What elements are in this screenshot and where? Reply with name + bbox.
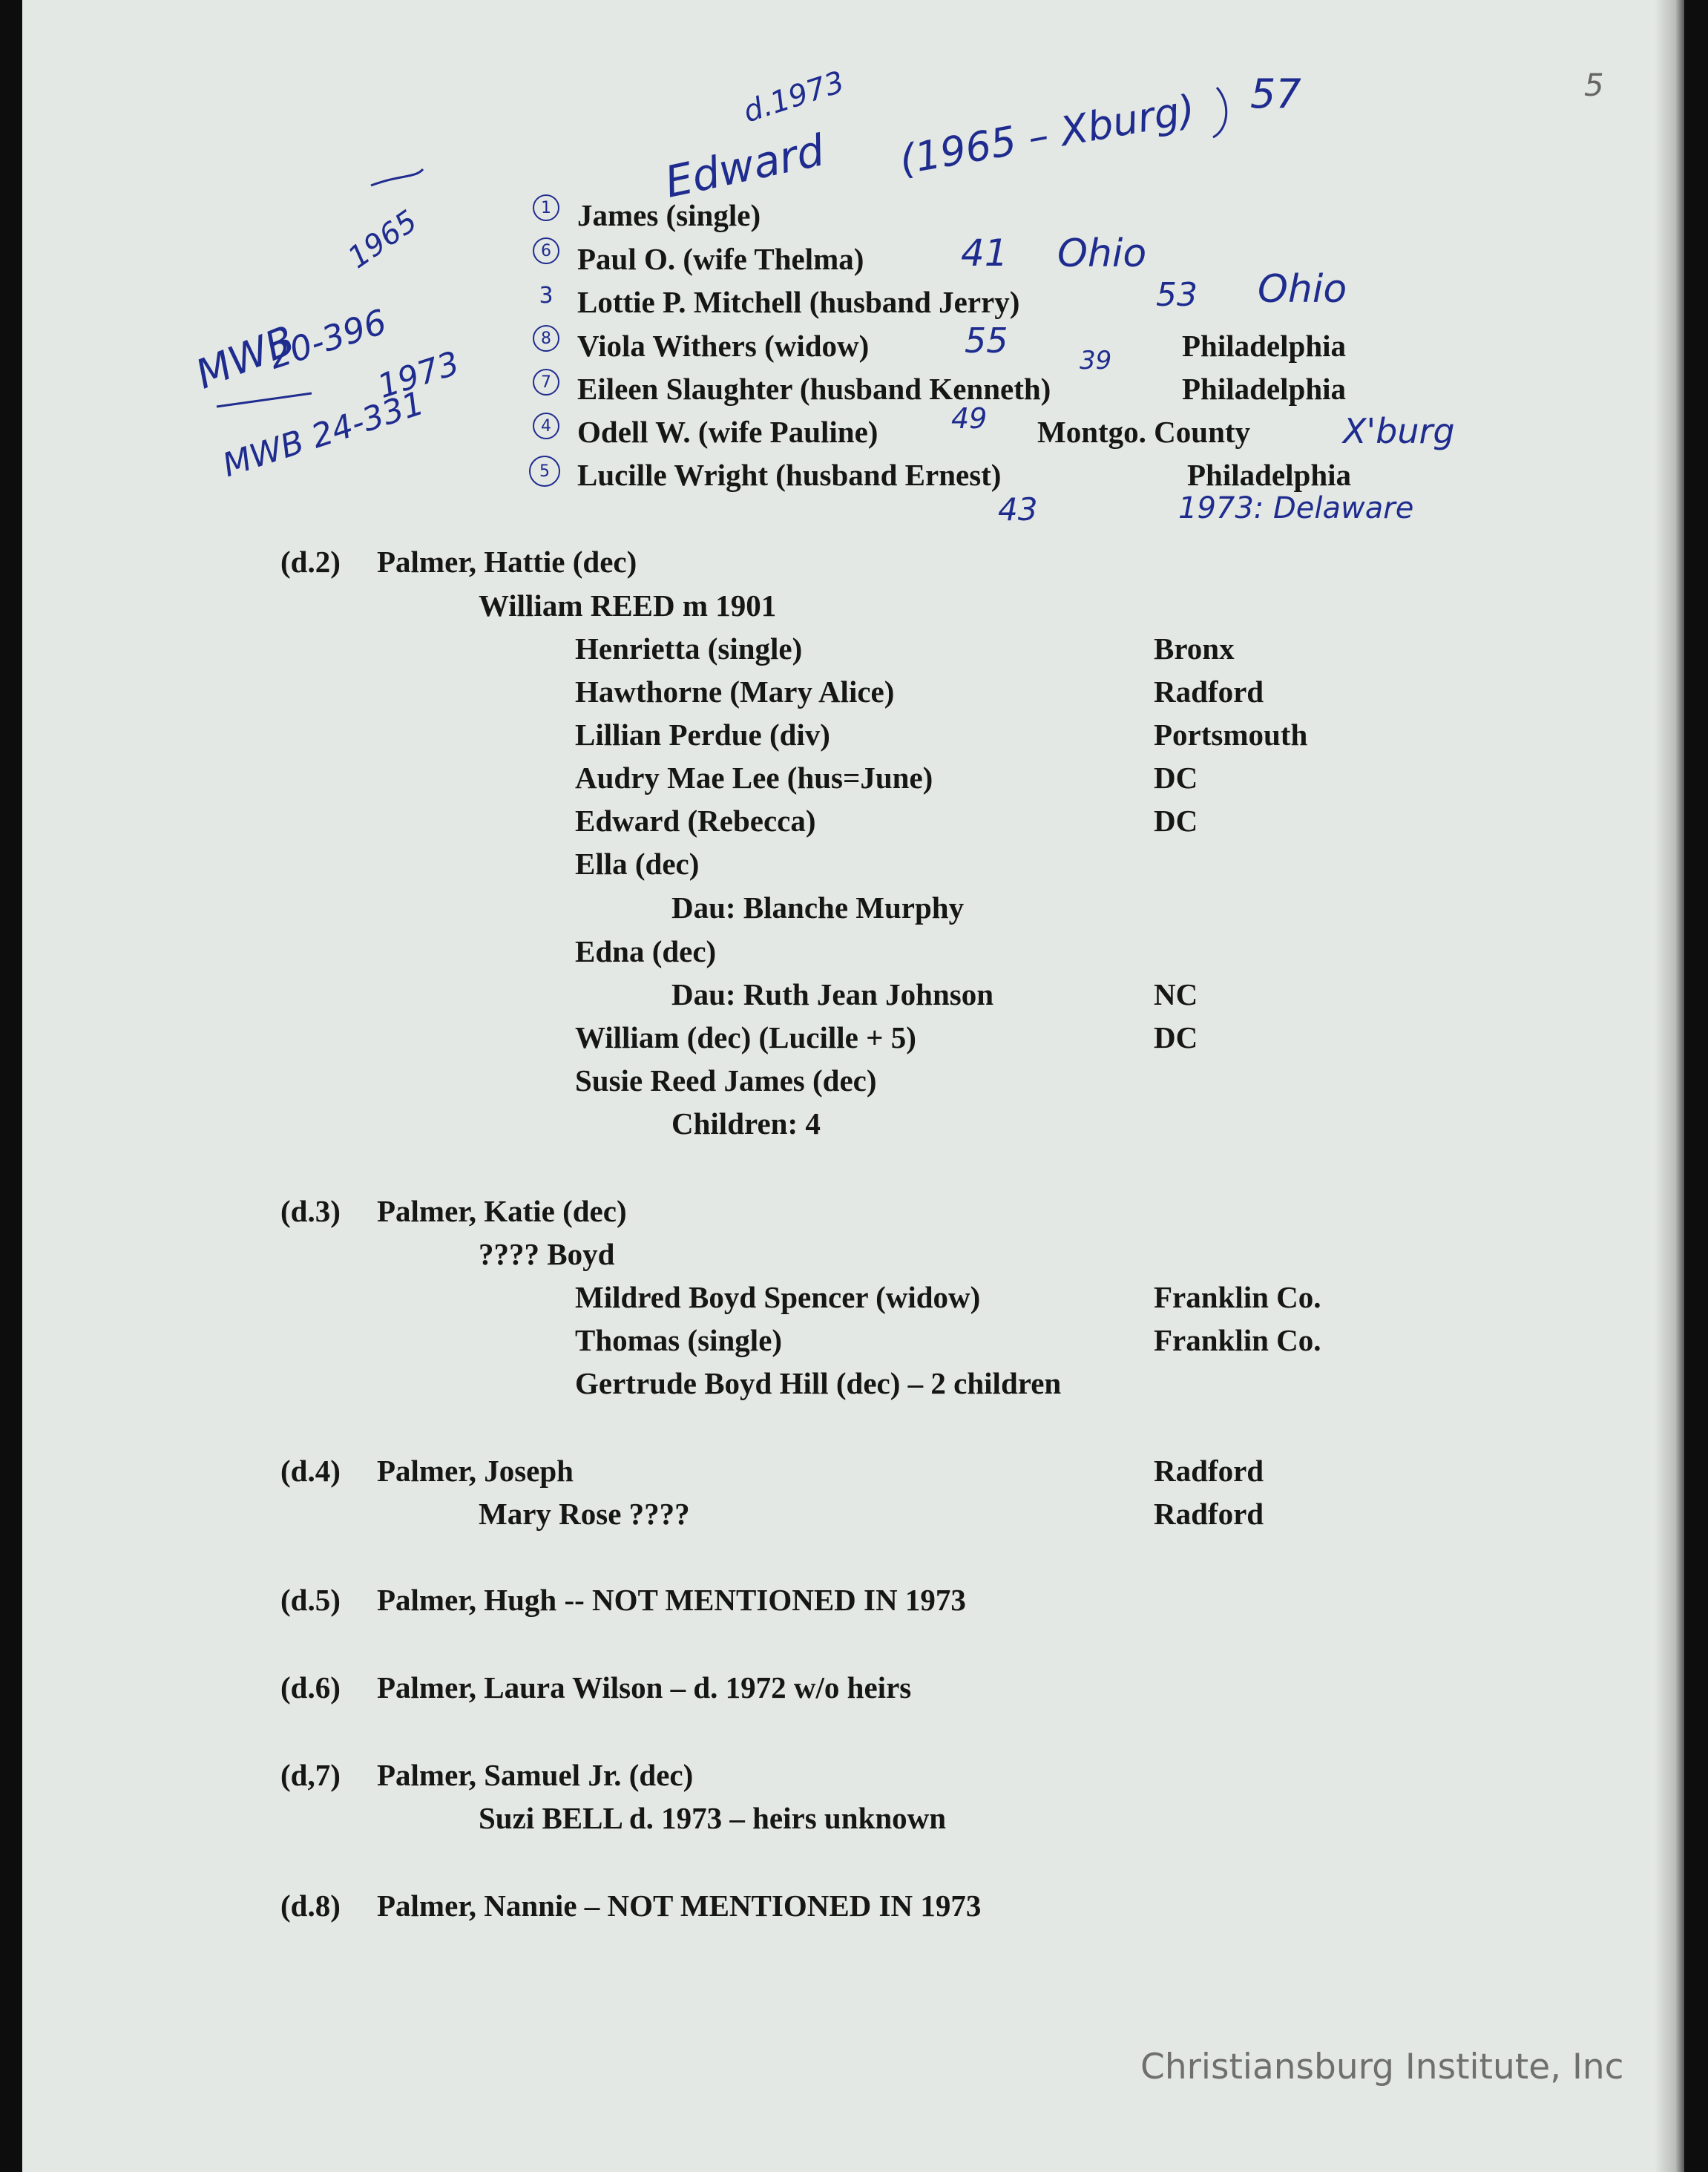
mwb-underline-stroke [217,393,312,407]
edward-death-note: d.1973 [739,65,849,130]
section-name: Palmer, Hattie (dec) [377,545,637,579]
child-place: Franklin Co. [1154,1280,1321,1314]
child-name: Lottie P. Mitchell (husband Jerry) [577,285,1020,319]
child-name: Eileen Slaughter (husband Kenneth) [577,372,1051,406]
lottie-age-note: 53 [1156,276,1198,314]
child-place: DC [1154,761,1198,795]
spouse-line: William REED m 1901 [479,588,777,623]
child-name: Thomas (single) [575,1323,783,1357]
marker-circle: 7 [533,369,559,396]
child-place: DC [1154,804,1198,838]
lucille-place-note: 1973: Delaware [1178,491,1414,525]
section-label: (d.4) [280,1454,341,1488]
odell-place-note: X'burg [1343,411,1455,451]
lottie-place-note: Ohio [1258,267,1347,312]
child-place: DC [1154,1020,1198,1054]
section-name: Palmer, Hugh -- NOT MENTIONED IN 1973 [377,1583,966,1617]
mwb-2-note: MWB 24-331 [218,384,429,485]
spouse-place: Radford [1154,1497,1264,1531]
section-label: (d.2) [280,545,341,579]
child-name: Henrietta (single) [575,631,803,666]
lucille-age-note: 43 [998,491,1038,528]
mwb-flourish-stroke [371,169,423,186]
paul-place-note: Ohio [1057,232,1147,276]
child-name: Edna (dec) [575,934,717,968]
mwb-note: MWB [189,316,301,398]
edward-xburg-note: (1965 – Xburg) [896,85,1199,184]
child-name: Audry Mae Lee (hus=June) [575,761,933,795]
spouse-line: ???? Boyd [479,1237,615,1271]
child-name: Paul O. (wife Thelma) [577,242,864,276]
child-place: Montgo. County [1037,415,1251,449]
marker-circle: 8 [533,325,559,352]
child-name: Hawthorne (Mary Alice) [575,675,895,709]
year-1973-note: 1973 [372,344,464,407]
child-place: Philadelphia [1182,372,1347,406]
child-place: Portsmouth [1154,718,1308,752]
year-1965-note: 1965 [342,203,424,276]
child-name: Mildred Boyd Spencer (widow) [575,1280,981,1314]
edward-age-note: 57 [1250,70,1301,117]
child-name: Ella (dec) [575,847,700,881]
section-label: (d.5) [280,1583,341,1617]
odell-age-note: 49 [951,402,988,435]
child-place: Philadelphia [1187,458,1352,492]
marker-number: 3 [539,282,554,309]
child-place: Radford [1154,675,1264,709]
marker-circle: 4 [533,413,559,439]
section-label: (d,7) [280,1758,341,1792]
child-name: Viola Withers (widow) [577,329,870,363]
marker-circle: 6 [533,237,559,264]
child-name: William (dec) (Lucille + 5) [575,1020,916,1054]
child-name: Dau: Blanche Murphy [671,890,965,925]
section-name: Palmer, Joseph [377,1454,574,1488]
watermark: Christiansburg Institute, Inc [1140,2047,1624,2087]
page-number: 5 [1584,67,1604,103]
child-name: Susie Reed James (dec) [575,1063,877,1098]
mwb-ref-note: 20-396 [263,301,392,377]
child-name: Dau: Ruth Jean Johnson [671,977,994,1011]
child-name: James (single) [577,198,761,232]
section-name: Palmer, Katie (dec) [377,1194,627,1228]
section-label: (d.6) [280,1670,341,1705]
edward-note-name: Edward [660,125,829,208]
eileen-age-note: 39 [1080,346,1112,375]
section-name: Palmer, Samuel Jr. (dec) [377,1758,694,1792]
section-label: (d.8) [280,1889,341,1923]
child-place: Franklin Co. [1154,1323,1321,1357]
section-name: Palmer, Laura Wilson – d. 1972 w/o heirs [377,1670,912,1705]
child-place: NC [1154,977,1198,1011]
child-name: Lillian Perdue (div) [575,718,830,752]
viola-age-note: 55 [965,321,1008,361]
child-name: Children: 4 [671,1106,821,1141]
spouse-line: Mary Rose ???? [479,1497,690,1531]
child-name: Lucille Wright (husband Ernest) [577,458,1002,492]
child-name: Gertrude Boyd Hill (dec) – 2 children [575,1366,1062,1400]
section-place: Radford [1154,1454,1264,1488]
marker-circle: 1 [533,194,559,221]
child-name: Edward (Rebecca) [575,804,816,838]
section-label: (d.3) [280,1194,341,1228]
spouse-line: Suzi BELL d. 1973 – heirs unknown [479,1801,947,1835]
child-name: Odell W. (wife Pauline) [577,415,878,449]
marker-circle: 5 [529,456,560,487]
edward-bracket-stroke [1213,88,1226,137]
child-place: Philadelphia [1182,329,1347,363]
paul-age-note: 41 [961,232,1008,275]
child-place: Bronx [1154,631,1235,666]
section-name: Palmer, Nannie – NOT MENTIONED IN 1973 [377,1889,982,1923]
